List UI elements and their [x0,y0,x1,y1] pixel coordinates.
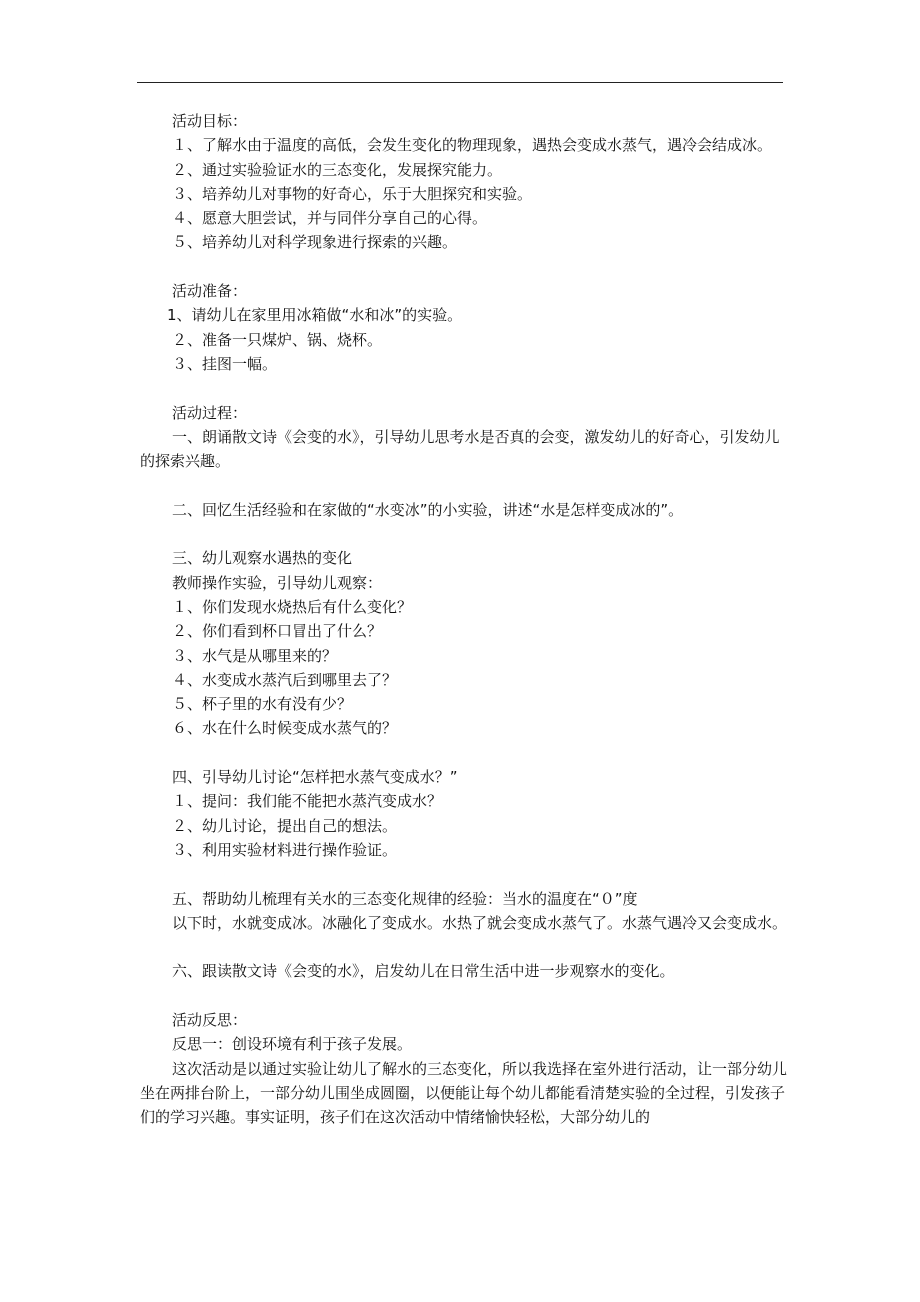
goal-item: ２、通过实验验证水的三态变化，发展探究能力。 [172,160,503,179]
header-rule [137,82,783,83]
process-step-5-body: 以下时，水就变成冰。冰融化了变成水。水热了就会变成水蒸气了。水蒸气遇冷又会变成水。 [172,913,788,932]
goals-heading: 活动目标： [172,112,248,130]
reflection-subheading: 反思一：创设环境有利于孩子发展。 [172,1035,413,1054]
observe-question: ５、杯子里的水有没有少？ [172,695,353,714]
process-step-6: 六、跟读散文诗《会变的水》，启发幼儿在日常生活中进一步观察水的变化。 [172,962,675,981]
process-step-1: 一、朗诵散文诗《会变的水》，引导幼儿思考水是否真的会变，激发幼儿的好奇心，引发幼儿的探索兴趣。 [140,427,780,471]
goal-item: ５、培养幼儿对科学现象进行探索的兴趣。 [172,233,458,252]
discuss-item: １、提问：我们能不能把水蒸汽变成水？ [172,792,443,811]
document-body [140,109,788,1129]
process-step-3-intro: 教师操作实验，引导幼儿观察： [172,573,383,592]
process-step-3-title: 三、幼儿观察水遇热的变化 [172,549,353,568]
discuss-item: ２、幼儿讨论，提出自己的想法。 [172,816,398,835]
goal-item: １、了解水由于温度的高低，会发生变化的物理现象，遇热会变成水蒸气，遇冷会结成冰。 [172,136,773,155]
process-heading: 活动过程： [172,403,248,422]
prep-item: ３、挂图一幅。 [172,354,278,373]
goal-item: ３、培养幼儿对事物的好奇心，乐于大胆探究和实验。 [172,184,533,203]
observe-question: １、你们发现水烧热后有什么变化？ [172,597,413,616]
process-step-4-title: 四、引导幼儿讨论“怎样把水蒸气变成水？” [172,768,458,787]
observe-question: ３、水气是从哪里来的？ [172,646,338,665]
reflection-heading: 活动反思： [172,1010,248,1029]
discuss-item: ３、利用实验材料进行操作验证。 [172,840,398,859]
process-step-5-title: 五、帮助幼儿梳理有关水的三态变化规律的经验：当水的温度在“０”度 [172,889,638,908]
goal-item: ４、愿意大胆尝试，并与同伴分享自己的心得。 [172,209,488,228]
observe-question: ４、水变成水蒸汽后到哪里去了？ [172,670,398,689]
prep-heading: 活动准备： [172,282,248,301]
prep-item: ２、准备一只煤炉、锅、烧杯。 [172,330,383,349]
reflection-paragraph: 这次活动是以通过实验让幼儿了解水的三态变化，所以我选择在室外进行活动，让一部分幼儿坐在两排台阶上，一部分幼儿围坐成圆圈，以便能让每个幼儿都能看清楚实验的全过程，引发孩子们的学习兴趣。事实证明，孩子们在这次活动中情绪愉快轻松，大部分幼儿的 [140,1059,788,1127]
process-step-2: 二、回忆生活经验和在家做的“水变冰”的小实验，讲述“水是怎样变成冰的”。 [172,500,684,519]
prep-item: 1、请幼儿在家里用冰箱做“水和冰”的实验。 [167,306,463,325]
observe-question: ２、你们看到杯口冒出了什么？ [172,622,383,641]
observe-question: ６、水在什么时候变成水蒸气的？ [172,719,398,738]
